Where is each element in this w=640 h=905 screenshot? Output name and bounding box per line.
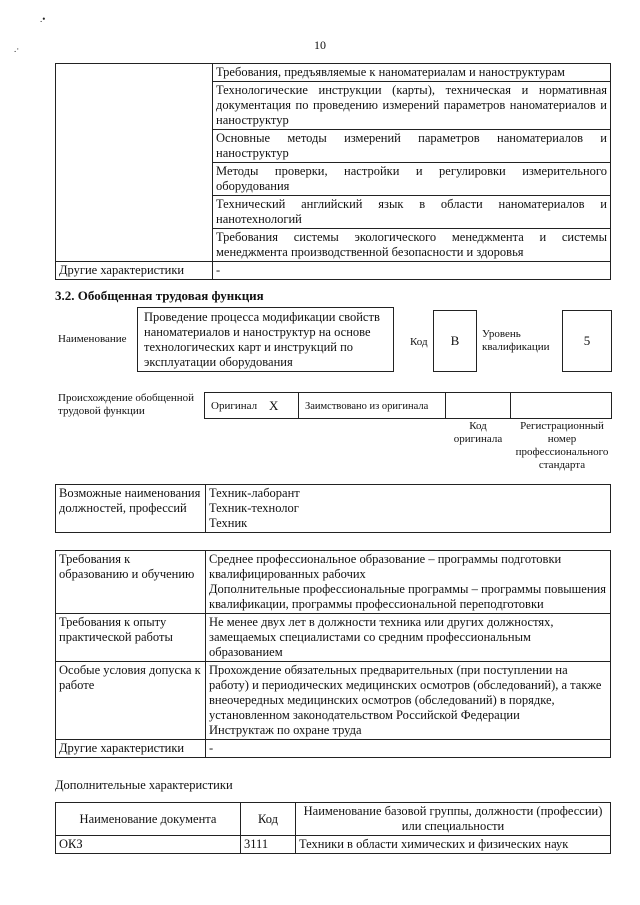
scan-speck: .• [40, 14, 46, 24]
experience-line: Не менее двух лет в должности техника или других должностях, замещаемых специалистами со средним профессиональным образованием [209, 615, 554, 659]
position-item: Техник-лаборант [209, 486, 300, 500]
divider [510, 393, 511, 418]
registration-caption: Регистрационный номер профессионального стандарта [515, 420, 609, 471]
special-conditions-line: Инструктаж по охране труда [209, 723, 362, 737]
experience-value [206, 614, 611, 662]
special-conditions-label: Особые условия допуска к работе [56, 662, 206, 740]
header-document: Наименование документа [56, 803, 241, 836]
special-conditions-value [206, 662, 611, 740]
function-name-box: Проведение процесса модификации свойств наноматериалов и наноструктур на основе технологических карт и инструкций по эксплуатации оборудования [137, 307, 394, 372]
position-item: Техник [209, 516, 248, 530]
additional-heading: Дополнительные характеристики [55, 778, 233, 792]
special-conditions-line: Прохождение обязательных предварительных (при поступлении на работу) и периодических медицинских осмотров (обследований), а также внеочередных медицинских осмотров (обследований) в порядке, установленном законодательством Российской Федерации [209, 663, 602, 722]
knowledge-item: Основные методы измерений параметров наноматериалов и наноструктур [213, 130, 611, 163]
borrowed-label: Заимствовано из оригинала [305, 401, 429, 412]
knowledge-item: Технологические инструкции (карты), техническая и нормативная документация по проведению измерений параметров наноматериалов и наноструктур [213, 82, 611, 130]
origin-box [204, 392, 612, 419]
level-label: Уровень квалификации [482, 328, 550, 353]
scan-speck: .· [14, 44, 20, 54]
knowledge-table [55, 63, 611, 280]
doc-code-cell: 3111 [241, 836, 296, 854]
section-heading: 3.2. Обобщенная трудовая функция [55, 288, 264, 303]
knowledge-item: Требования системы экологического менеджмента и системы менеджмента производственной безопасности и здоровья [213, 229, 611, 262]
additional-table [55, 802, 611, 854]
knowledge-item: Технический английский язык в области наноматериалов и нанотехнологий [213, 196, 611, 229]
header-code: Код [241, 803, 296, 836]
position-item: Техник-технолог [209, 501, 299, 515]
name-label: Наименование [58, 333, 127, 345]
header-group-name: Наименование базовой группы, должности (профессии) или специальности [296, 803, 611, 836]
education-line: Дополнительные профессиональные программы – программы повышения квалификации, программы профессиональной переподготовки [209, 582, 606, 611]
divider [298, 393, 299, 418]
education-value [206, 551, 611, 614]
positions-label: Возможные наименования должностей, профессий [56, 485, 206, 533]
code-value-box: B [433, 310, 477, 372]
other-characteristics-label: Другие характеристики [56, 262, 213, 280]
code-original-caption: Код оригинала [453, 420, 503, 445]
education-label: Требования к образованию и обучению [56, 551, 206, 614]
positions-list [206, 485, 611, 533]
origin-label: Происхождение обобщенной трудовой функции [58, 392, 195, 417]
original-mark: X [269, 398, 279, 413]
code-label: Код [410, 336, 428, 348]
positions-table [55, 484, 611, 533]
education-line: Среднее профессиональное образование – программы подготовки квалифицированных рабочих [209, 552, 562, 581]
requirements-table [55, 550, 611, 758]
other-label: Другие характеристики [56, 740, 206, 758]
level-value-box: 5 [562, 310, 612, 372]
divider [445, 393, 446, 418]
other-characteristics-value: - [213, 262, 611, 280]
doc-group-cell: Техники в области химических и физических наук [296, 836, 611, 854]
experience-label: Требования к опыту практической работы [56, 614, 206, 662]
empty-label-cell [56, 64, 213, 262]
original-label: Оригинал [211, 400, 258, 412]
knowledge-item: Методы проверки, настройки и регулировки измерительного оборудования [213, 163, 611, 196]
page-number: 10 [314, 38, 326, 52]
doc-name-cell: ОКЗ [56, 836, 241, 854]
knowledge-item: Требования, предъявляемые к наноматериалам и наноструктурам [213, 64, 611, 82]
other-value: - [206, 740, 611, 758]
